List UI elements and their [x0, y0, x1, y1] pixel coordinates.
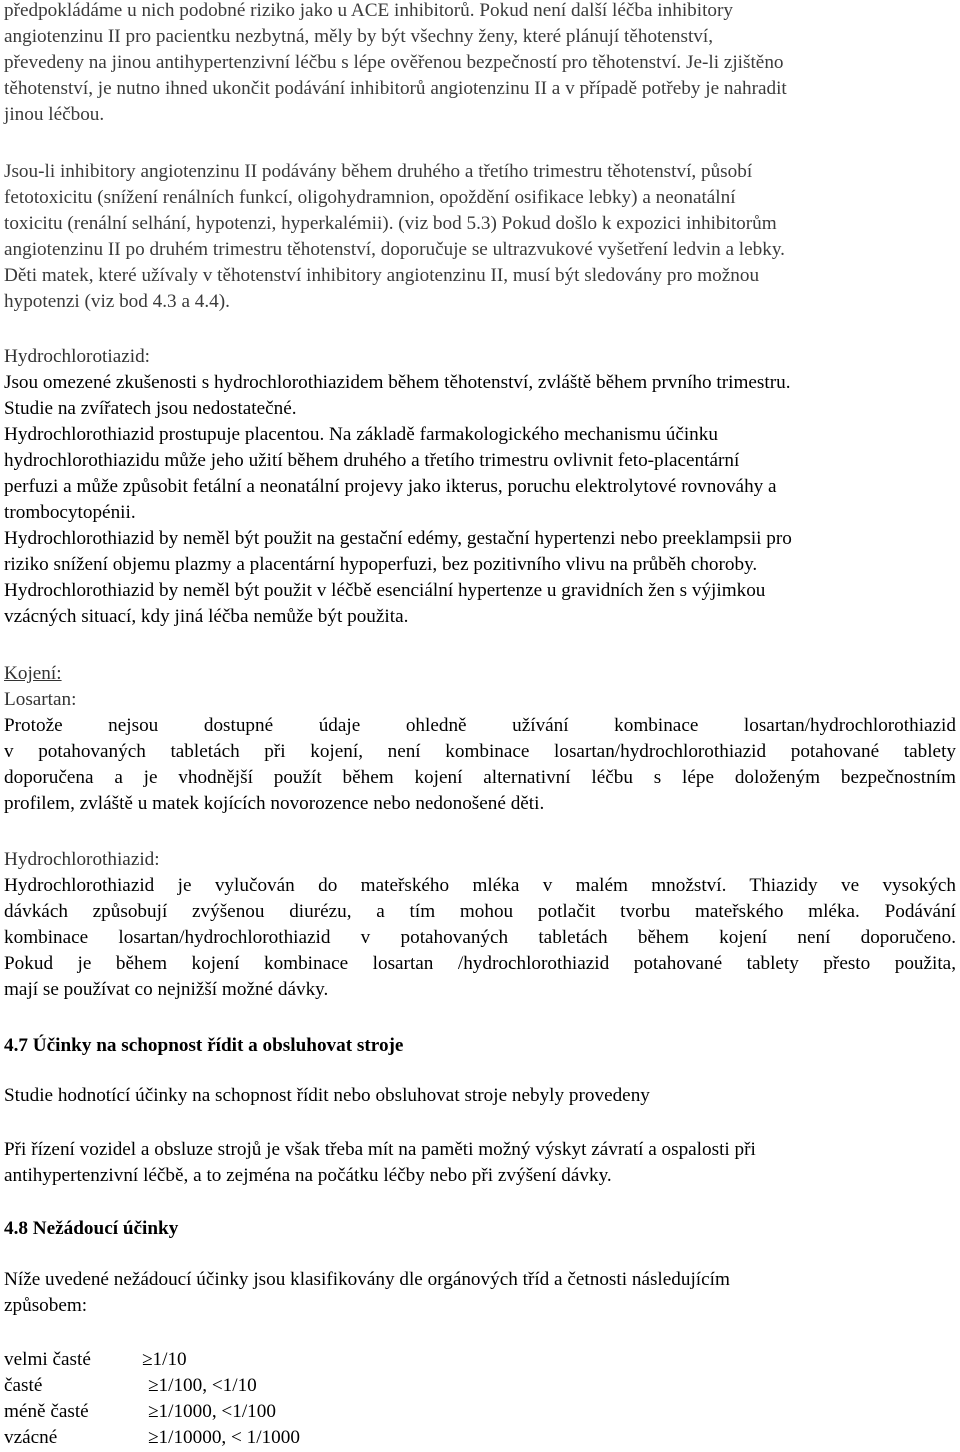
paragraph-line: Studie na zvířatech jsou nedostatečné. — [4, 398, 297, 419]
paragraph-line: Jsou omezené zkušenosti s hydrochlorothiazidem během těhotenství, zvláště během prvního trimestru. — [4, 372, 791, 393]
paragraph-line: Pokud je během kojení kombinace losartan /hydrochlorothiazid potahované tablety přesto použita, — [4, 953, 956, 974]
paragraph-line: vzácných situací, kdy jiná léčba nemůže být použita. — [4, 606, 409, 627]
paragraph-line: jinou léčbou. — [4, 104, 105, 125]
paragraph-line: profilem, zvláště u matek kojících novorozence nebo nedonošené děti. — [4, 793, 545, 814]
section-number: 4.7 — [4, 1035, 28, 1056]
paragraph-line: fetotoxicitu (snížení renálních funkcí, oligohydramnion, opoždění osifikace lebky) a neonatální — [4, 187, 736, 208]
frequency-term: vzácné — [4, 1427, 58, 1448]
frequency-value: ≥1/10 — [142, 1349, 187, 1370]
frequency-row — [4, 1399, 276, 1425]
paragraph-line: způsobem: — [4, 1295, 88, 1316]
frequency-value: ≥1/10000, < 1/1000 — [148, 1427, 300, 1448]
paragraph-line: angiotenzinu II pro pacientku nezbytná, měly by být všechny ženy, které plánují těhotenství, — [4, 26, 714, 47]
subheading-hydrochlorotiazid: Hydrochlorotiazid: — [4, 346, 150, 367]
paragraph-line: těhotenství, je nutno ihned ukončit podávání inhibitorů angiotenzinu II a v případě potřeby je nahradit — [4, 78, 787, 99]
frequency-term: velmi časté — [4, 1349, 91, 1370]
subheading-kojeni: Kojení: — [4, 663, 62, 684]
frequency-row — [4, 1347, 187, 1373]
paragraph-line: dávkách způsobují zvýšenou diurézu, a tím mohou potlačit tvorbu mateřského mléka. Podávání — [4, 901, 956, 922]
paragraph-line: Hydrochlorothiazid je vylučován do mateřského mléka v malém množství. Thiazidy ve vysokých — [4, 875, 956, 896]
paragraph-line: doporučena a je vhodnější použít během kojení alternativní léčbu s lépe doloženým bezpečnostním — [4, 767, 956, 788]
frequency-row — [4, 1425, 300, 1451]
paragraph-line: Jsou-li inhibitory angiotenzinu II podávány během druhého a třetího trimestru těhotenství, působí — [4, 161, 753, 182]
paragraph-line: v potahovaných tabletách při kojení, není kombinace losartan/hydrochlorothiazid potahované tablety — [4, 741, 956, 762]
section-number: 4.8 — [4, 1218, 28, 1239]
paragraph-line: trombocytopénii. — [4, 502, 136, 523]
frequency-value: ≥1/100, <1/10 — [148, 1375, 257, 1396]
frequency-term: časté — [4, 1375, 43, 1396]
paragraph-line: antihypertenzivní léčbě, a to zejména na počátku léčby nebo při zvýšení dávky. — [4, 1165, 612, 1186]
section-title: Nežádoucí účinky — [32, 1218, 179, 1239]
paragraph-line: kombinace losartan/hydrochlorothiazid v potahovaných tabletách během kojení není doporučeno. — [4, 927, 956, 948]
section-title: Účinky na schopnost řídit a obsluhovat stroje — [32, 1035, 404, 1056]
paragraph-line: angiotenzinu II po druhém trimestru těhotenství, doporučuje se ultrazvukové vyšetření ledvin a lebky. — [4, 239, 785, 260]
paragraph-line: Níže uvedené nežádoucí účinky jsou klasifikovány dle orgánových tříd a četnosti následujícím — [4, 1269, 730, 1290]
paragraph-line: toxicitu (renální selhání, hypotenzi, hyperkalémii). (viz bod 5.3) Pokud došlo k expozici inhibitorům — [4, 213, 777, 234]
paragraph-line: Při řízení vozidel a obsluze strojů je však třeba mít na paměti možný výskyt závratí a ospalosti při — [4, 1139, 756, 1160]
paragraph-line: hydrochlorothiazidu může jeho užití během druhého a třetího trimestru ovlivnit feto-placentární — [4, 450, 740, 471]
paragraph-line: Studie hodnotící účinky na schopnost řídit nebo obsluhovat stroje nebyly provedeny — [4, 1085, 650, 1106]
paragraph-line: Hydrochlorothiazid by neměl být použit v léčbě esenciální hypertenze u gravidních žen s výjimkou — [4, 580, 766, 601]
subheading-losartan: Losartan: — [4, 689, 77, 710]
subheading-hydrochlorothiazid: Hydrochlorothiazid: — [4, 849, 160, 870]
paragraph-line: předpokládáme u nich podobné riziko jako u ACE inhibitorů. Pokud není další léčba inhibitory — [4, 0, 733, 21]
paragraph-line: Hydrochlorothiazid prostupuje placentou. Na základě farmakologického mechanismu účinku — [4, 424, 718, 445]
paragraph-line: perfuzi a může způsobit fetální a neonatální projevy jako ikterus, poruchu elektrolytové rovnováhy a — [4, 476, 777, 497]
paragraph-line: Děti matek, které užívaly v těhotenství inhibitory angiotenzinu II, musí být sledovány pro možnou — [4, 265, 760, 286]
frequency-term: méně časté — [4, 1401, 89, 1422]
paragraph-line: Protože nejsou dostupné údaje ohledně užívání kombinace losartan/hydrochlorothiazid — [4, 715, 956, 736]
paragraph-line: mají se používat co nejnižší možné dávky. — [4, 979, 329, 1000]
paragraph-line: hypotenzi (viz bod 4.3 a 4.4). — [4, 291, 230, 312]
frequency-value: ≥1/1000, <1/100 — [148, 1401, 276, 1422]
frequency-row — [4, 1373, 257, 1399]
paragraph-line: riziko snížení objemu plazmy a placentární hypoperfuzi, bez pozitivního vlivu na průběh choroby. — [4, 554, 758, 575]
section-heading-4-7 — [4, 1033, 403, 1059]
paragraph-line: Hydrochlorothiazid by neměl být použit na gestační edémy, gestační hypertenzi nebo preeklampsii pro — [4, 528, 792, 549]
section-heading-4-8 — [4, 1216, 178, 1242]
paragraph-line: převedeny na jinou antihypertenzivní léčbu s lépe ověřenou bezpečností pro těhotenství. Je-li zjištěno — [4, 52, 784, 73]
